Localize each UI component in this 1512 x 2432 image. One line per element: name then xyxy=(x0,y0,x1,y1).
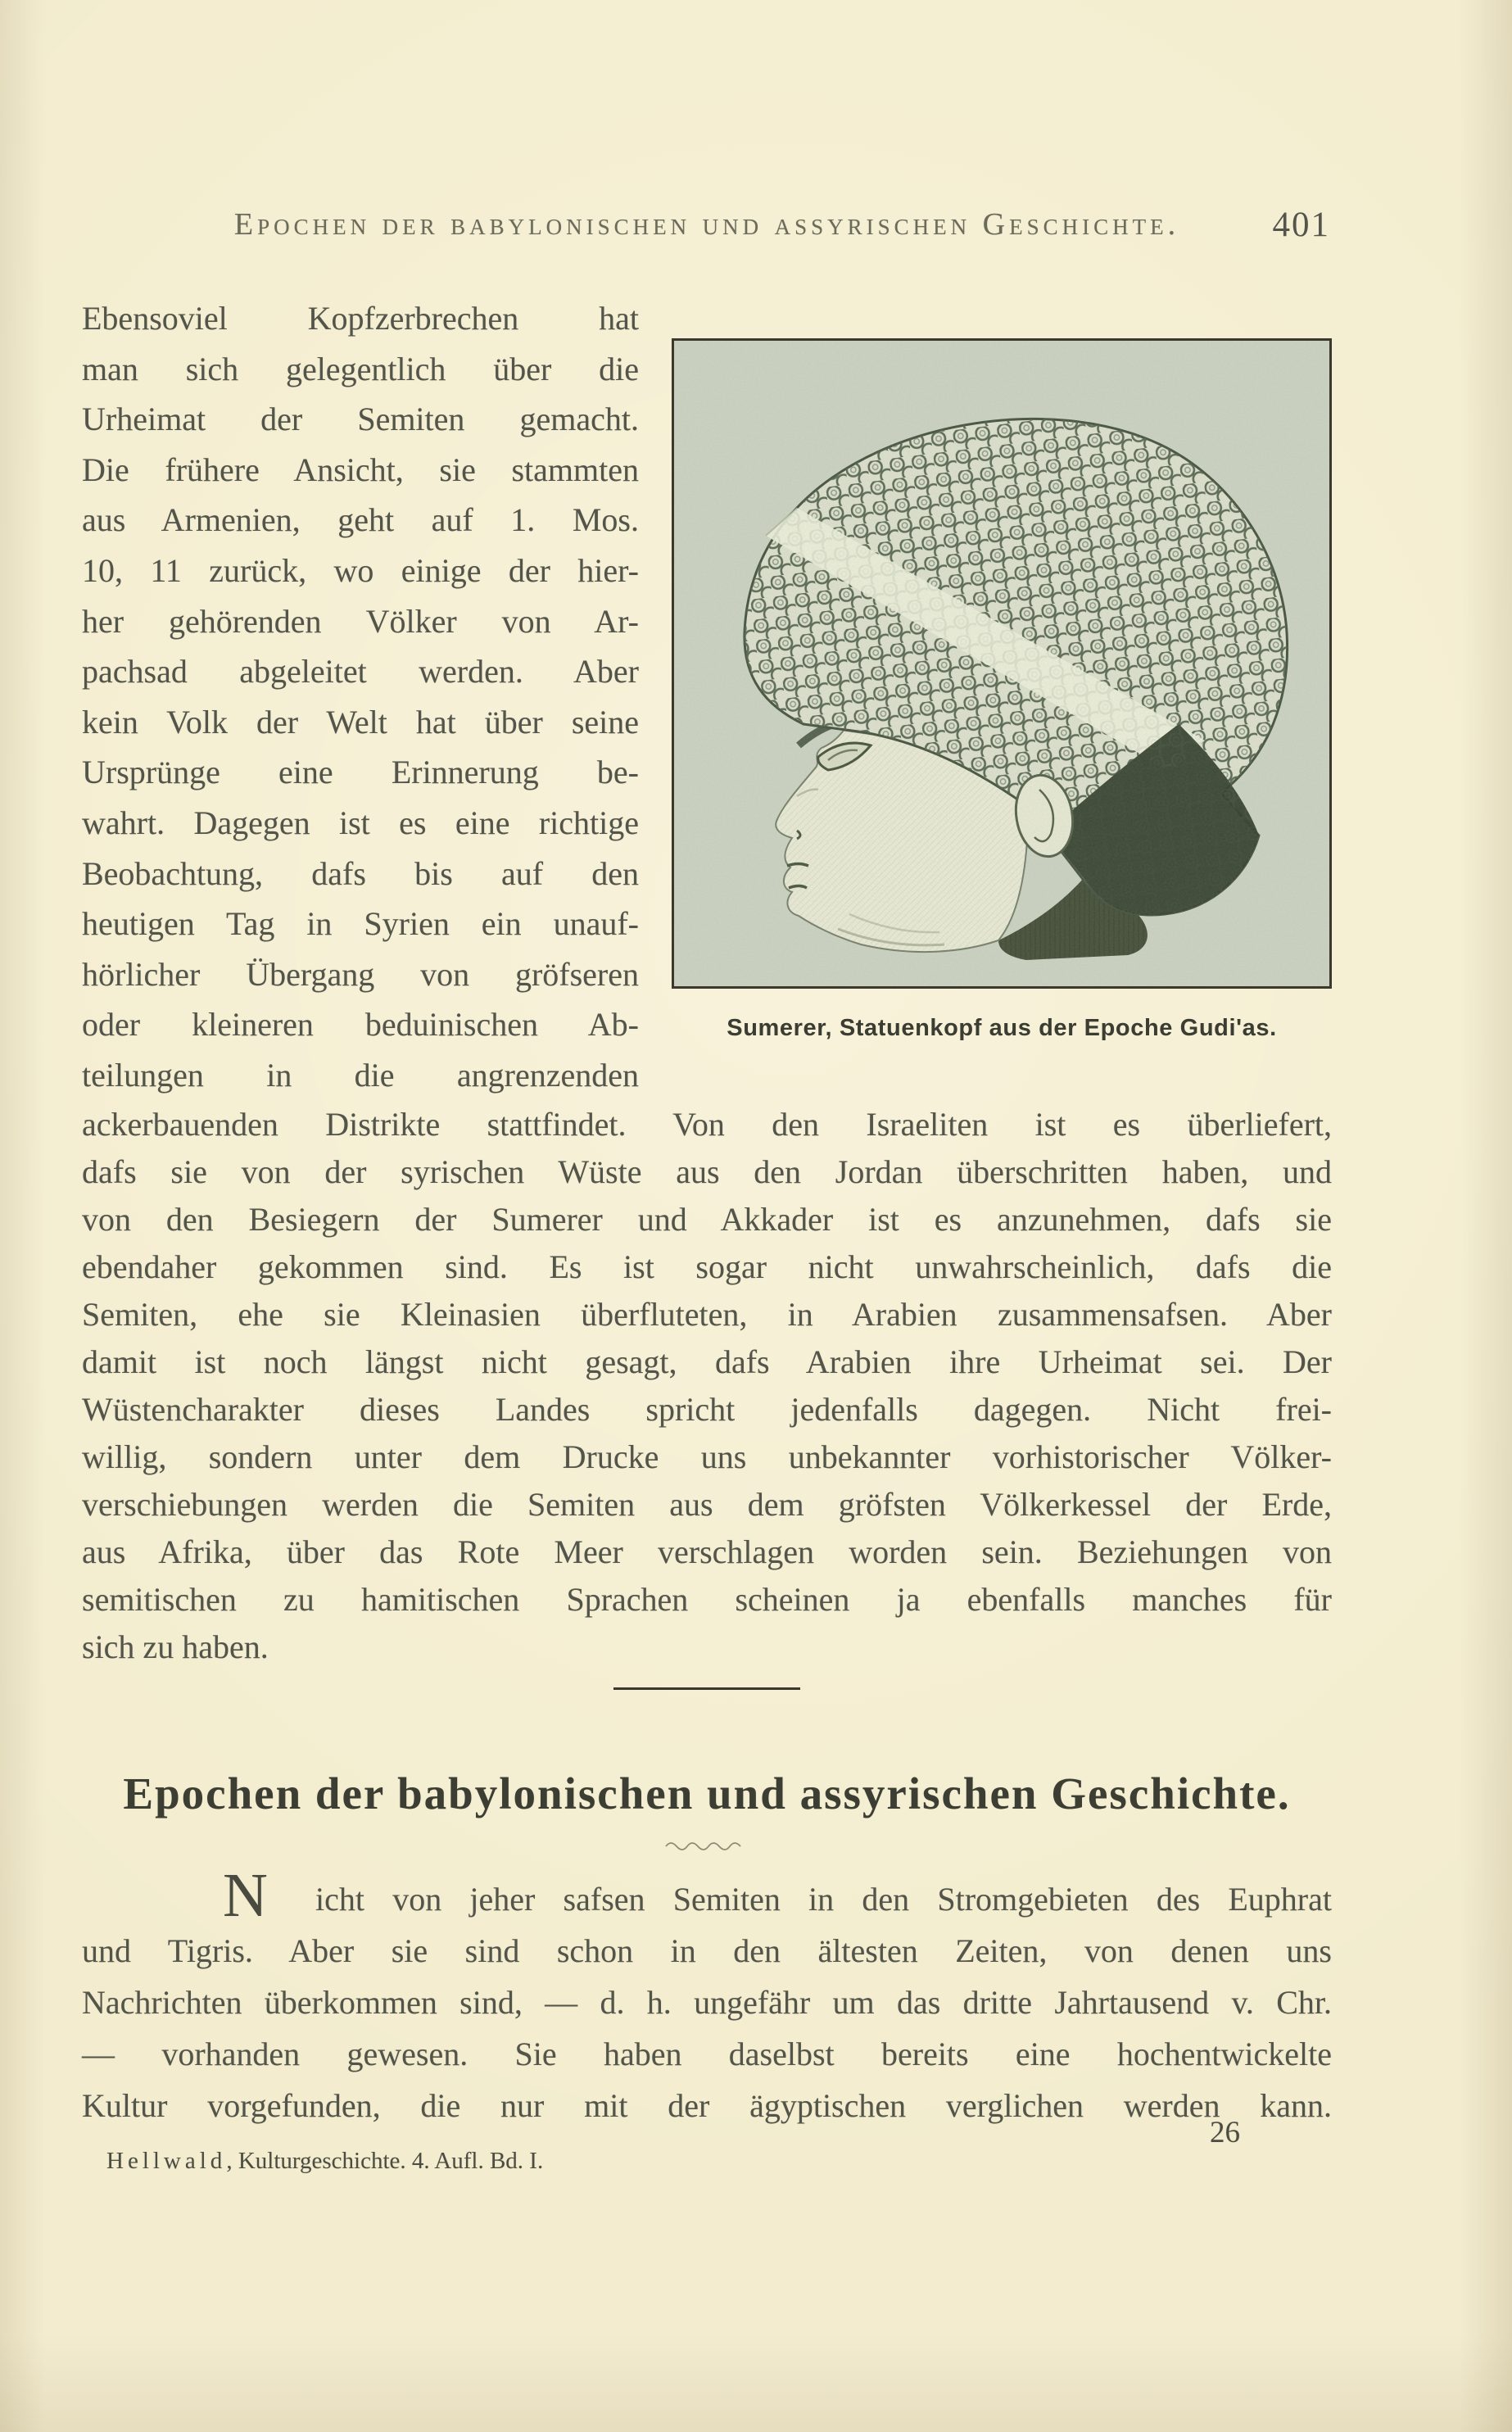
text-line: Die frühere Ansicht, sie stammten xyxy=(82,451,639,488)
text-line: 10, 11 zurück, wo einige der hier- xyxy=(82,551,639,589)
section-divider xyxy=(613,1687,800,1690)
text-line: ebendaher gekommen sind. Es ist sogar nicht unwahrscheinlich, dafs die xyxy=(82,1248,1332,1285)
text-line: Ebensoviel Kopfzerbrechen hat xyxy=(82,300,639,337)
text-line: verschiebungen werden die Semiten aus dem gröfsten Völkerkessel der Erde, xyxy=(82,1485,1332,1523)
paragraph-2-lines xyxy=(82,1925,1332,2131)
signature-line xyxy=(82,2144,1332,2177)
text-line: Nachrichten überkommen sind, — d. h. ungefähr um das dritte Jahrtausend v. Chr. xyxy=(82,1983,1332,2021)
section-heading: Epochen der babylonischen und assyrischen Geschichte. xyxy=(123,1768,1291,1818)
text-line: Wüstencharakter dieses Landes spricht jedenfalls dagegen. Nicht frei- xyxy=(82,1390,1332,1428)
text-line: her gehörenden Völker von Ar- xyxy=(82,602,639,640)
text-line: damit ist noch längst nicht gesagt, dafs Arabien ihre Urheimat sei. Der xyxy=(82,1343,1332,1380)
text-line: und Tigris. Aber sie sind schon in den ältesten Zeiten, von denen uns xyxy=(82,1932,1332,1969)
squiggle-icon xyxy=(664,1839,749,1852)
text-line: aus Afrika, über das Rote Meer verschlagen worden sein. Beziehungen von xyxy=(82,1533,1332,1570)
text-line: man sich gelegentlich über die xyxy=(82,350,639,387)
text-line: oder kleineren beduinischen Ab- xyxy=(82,1006,639,1044)
running-header xyxy=(82,206,1332,252)
running-title: Epochen der babylonischen und assyrischen Geschichte. xyxy=(233,207,1180,242)
squiggle-ornament xyxy=(82,1839,1332,1852)
halftone-grain xyxy=(674,341,1329,986)
text-line: — vorhanden gewesen. Sie haben daselbst bereits eine hochentwickelte xyxy=(82,2035,1332,2072)
paragraph-2 xyxy=(82,1860,1332,2131)
text-line: Kultur vorgefunden, die nur mit der ägyptischen verglichen werden kann. xyxy=(82,2086,1332,2124)
text-line: hörlicher Übergang von gröfseren xyxy=(82,955,639,993)
text-line: heutigen Tag in Syrien ein unauf- xyxy=(82,905,639,943)
text-line: willig, sondern unter dem Drucke uns unbekannter vorhistorischer Völker- xyxy=(82,1438,1332,1475)
text-line: von den Besiegern der Sumerer und Akkader ist es anzunehmen, dafs sie xyxy=(82,1200,1332,1238)
text-line: semitischen zu hamitischen Sprachen scheinen ja ebenfalls manches für xyxy=(82,1580,1332,1618)
text-line: aus Armenien, geht auf 1. Mos. xyxy=(82,501,639,539)
signature-author: Hellwald xyxy=(106,2147,227,2174)
text-line: wahrt. Dagegen ist es eine richtige xyxy=(82,804,639,841)
page-footer xyxy=(82,2115,1332,2194)
text-line: kein Volk der Welt hat über seine xyxy=(82,703,639,740)
paragraph-1-last-line: sich zu haben. xyxy=(82,1628,269,1665)
paragraph-2-first-line xyxy=(82,1860,1332,1930)
text-line: teilungen in die angrenzenden xyxy=(82,1056,639,1094)
text-line: pachsad abgeleitet werden. Aber xyxy=(82,653,639,691)
text-line: Urheimat der Semiten gemacht. xyxy=(82,401,639,438)
signature-rest: , Kulturgeschichte. 4. Aufl. Bd. I. xyxy=(226,2147,544,2174)
page-number: 401 xyxy=(1272,206,1330,244)
figure-caption: Sumerer, Statuenkopf aus der Epoche Gudi'as. xyxy=(727,1015,1277,1041)
statue-figure xyxy=(672,338,1332,1042)
text-line: ackerbauenden Distrikte stattfindet. Von den Israeliten ist es überliefert, xyxy=(82,1105,1332,1143)
text-line: Semiten, ehe sie Kleinasien überfluteten, in Arabien zusammensafsen. Aber xyxy=(82,1295,1332,1333)
text-line: Beobachtung, dafs bis auf den xyxy=(82,854,639,892)
drop-initial: N xyxy=(223,1860,268,1930)
paragraph-1-full xyxy=(82,1101,1332,1624)
sheet-number: 26 xyxy=(1210,2115,1240,2149)
statue-image xyxy=(672,338,1332,989)
text-line: dafs sie von der syrischen Wüste aus den Jordan überschritten haben, und xyxy=(82,1153,1332,1190)
first-line-text: icht von jeher safsen Semiten in den Stromgebieten des Euphrat xyxy=(315,1880,1332,1918)
page-body xyxy=(82,293,1332,2194)
text-line: Ursprünge eine Erinnerung be- xyxy=(82,754,639,791)
statue-illustration xyxy=(674,341,1329,986)
